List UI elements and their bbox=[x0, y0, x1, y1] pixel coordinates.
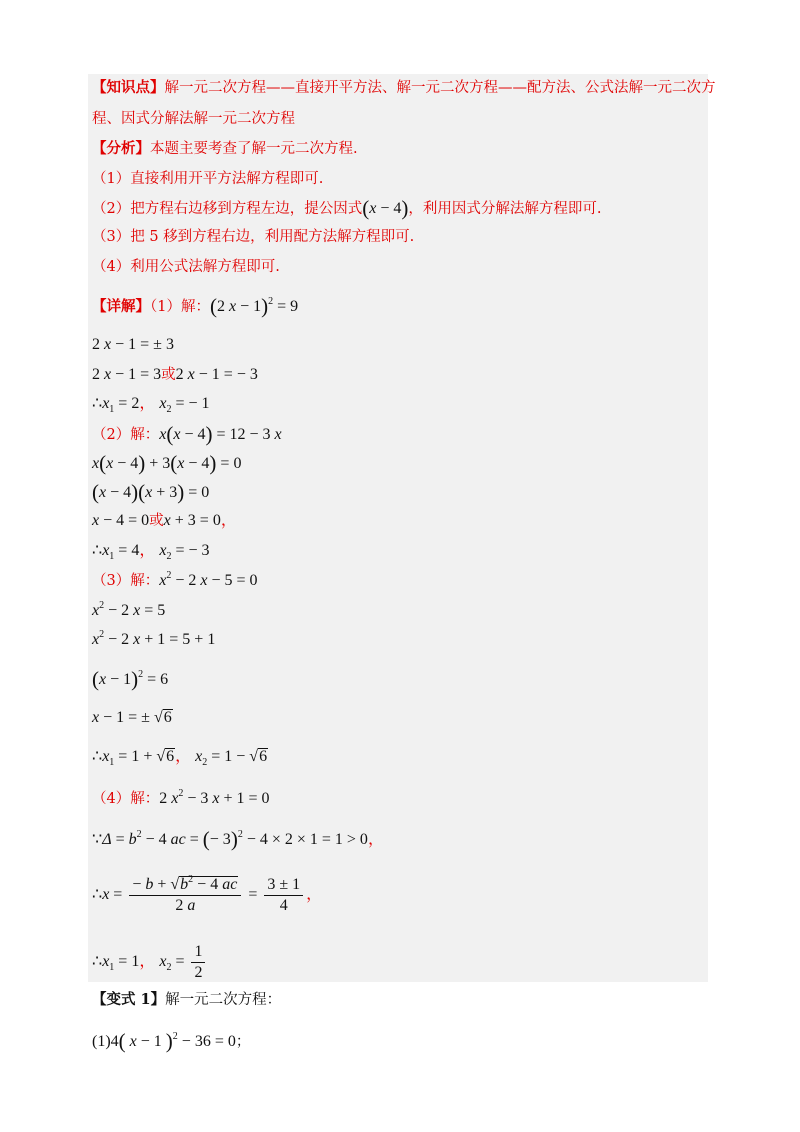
step-3-3: $(x - 1)^2 = 6$ bbox=[92, 667, 169, 691]
question-1-prefix: (1)4 bbox=[92, 1033, 119, 1050]
detail-part-1 bbox=[92, 296, 298, 317]
step-2-3: x − 4 = 0或x + 3 = 0， bbox=[92, 512, 237, 529]
variant-question-1: (1)4( x − 1 )$^2$ − 36 = 0； bbox=[92, 1029, 251, 1053]
analysis-label: 【分析】 bbox=[92, 140, 150, 157]
discriminant: ∵Δ = $b^2 - 4$ ac = (− 3)$^2$ − 4 × 2 × 1 = 1 > 0， bbox=[92, 827, 384, 851]
detail-part-4 bbox=[92, 789, 270, 809]
detail-part-2 bbox=[92, 424, 282, 445]
result-1: $\therefore x_1 = 2$， $x_2$ = − 1 bbox=[92, 395, 210, 415]
knowledge-text-1: 解一元二次方程——直接开平方法、解一元二次方程——配方法、公式法解一元二次方 bbox=[164, 80, 716, 96]
value-fraction: $\frac{3 \pm 1}{4}$ bbox=[264, 876, 303, 915]
step-2-2: (x − 4)(x + 3) = 0 bbox=[92, 480, 210, 504]
result-4: $\therefore x_1 = 1$， $x_2$ = $\frac{1}{2}$ bbox=[92, 943, 208, 982]
comma: ， bbox=[367, 831, 384, 848]
step-3-2: $x^2 - 2$ x + 1 = 5 + 1 bbox=[92, 629, 216, 648]
step-1-2: 2 x − 1 = 3或2 x − 1 = − 3 bbox=[92, 366, 258, 383]
equation-4: 2 $x^2 - 3$ x + 1 = 0 bbox=[159, 788, 270, 807]
part-3-label: （3）解： bbox=[92, 573, 160, 589]
variant-label: 【变式 1】 bbox=[92, 991, 166, 1008]
comma: ， bbox=[175, 748, 192, 765]
or-word: 或 bbox=[161, 367, 176, 383]
detail-label: 【详解】 bbox=[92, 298, 150, 315]
analysis-item-1: （1）直接利用开平方法解方程即可. bbox=[92, 171, 324, 187]
analysis-item-2-pre: （2）把方程右边移到方程左边，提公因式 bbox=[92, 201, 363, 217]
knowledge-line-1 bbox=[92, 78, 716, 98]
result-3: $\therefore x_1 = 1 + √6$， $x_2 = 1 - √6$ bbox=[92, 748, 268, 768]
or-word: 或 bbox=[149, 513, 164, 529]
part-2-label: （2）解： bbox=[92, 427, 160, 443]
detail-part-3 bbox=[92, 571, 258, 591]
equation-2: x(x − 4) = 12 − 3 x bbox=[159, 422, 282, 446]
analysis-line bbox=[92, 139, 358, 159]
quadratic-formula-fraction: $\frac{- b + √b^2 - 4 ac}{2 a}$ bbox=[129, 876, 241, 915]
semicolon: ； bbox=[235, 1034, 251, 1050]
step-1-1: 2 x − 1 = ± 3 bbox=[92, 336, 174, 353]
equation-1: (2 x − 1)$^2$ = 9 bbox=[209, 294, 299, 318]
analysis-item-3: （3）把 5 移到方程右边，利用配方法解方程即可. bbox=[92, 229, 415, 245]
variant-text: 解一元二次方程： bbox=[165, 992, 282, 1008]
knowledge-label: 【知识点】 bbox=[92, 79, 165, 96]
common-factor: (x − 4) bbox=[362, 196, 409, 220]
comma: ， bbox=[139, 395, 156, 412]
part-4-label: （4）解： bbox=[92, 791, 160, 807]
analysis-text: 本题主要考查了解一元二次方程. bbox=[150, 141, 358, 157]
result-2: $\therefore x_1 = 4$， $x_2$ = − 3 bbox=[92, 542, 210, 562]
step-3-1: $x^2 - 2$ x = 5 bbox=[92, 600, 166, 619]
comma: ， bbox=[220, 512, 237, 529]
comma: ， bbox=[139, 542, 156, 559]
formula: ∴x = $\frac{- b + √b^2 - 4 ac}{2 a}$ = $\frac{3 \pm 1}{4}$ ， bbox=[92, 874, 323, 914]
variant-heading bbox=[92, 990, 281, 1010]
half-fraction: $\frac{1}{2}$ bbox=[191, 943, 205, 982]
analysis-item-2-post: ，利用因式分解法解方程即可. bbox=[408, 201, 602, 217]
step-2-1: x(x − 4) + 3(x − 4) = 0 bbox=[92, 451, 242, 475]
comma: ， bbox=[139, 953, 156, 971]
comma: ， bbox=[306, 886, 323, 904]
part-1-label: （1）解： bbox=[150, 299, 210, 315]
analysis-item-2 bbox=[92, 198, 601, 219]
equation-3: $x^2 - 2$ x − 5 = 0 bbox=[159, 570, 258, 589]
analysis-item-4: （4）利用公式法解方程即可. bbox=[92, 259, 280, 275]
step-3-4: x − 1 = ± √6 bbox=[92, 709, 172, 726]
knowledge-text-2: 程、因式分解法解一元二次方程 bbox=[92, 111, 295, 127]
